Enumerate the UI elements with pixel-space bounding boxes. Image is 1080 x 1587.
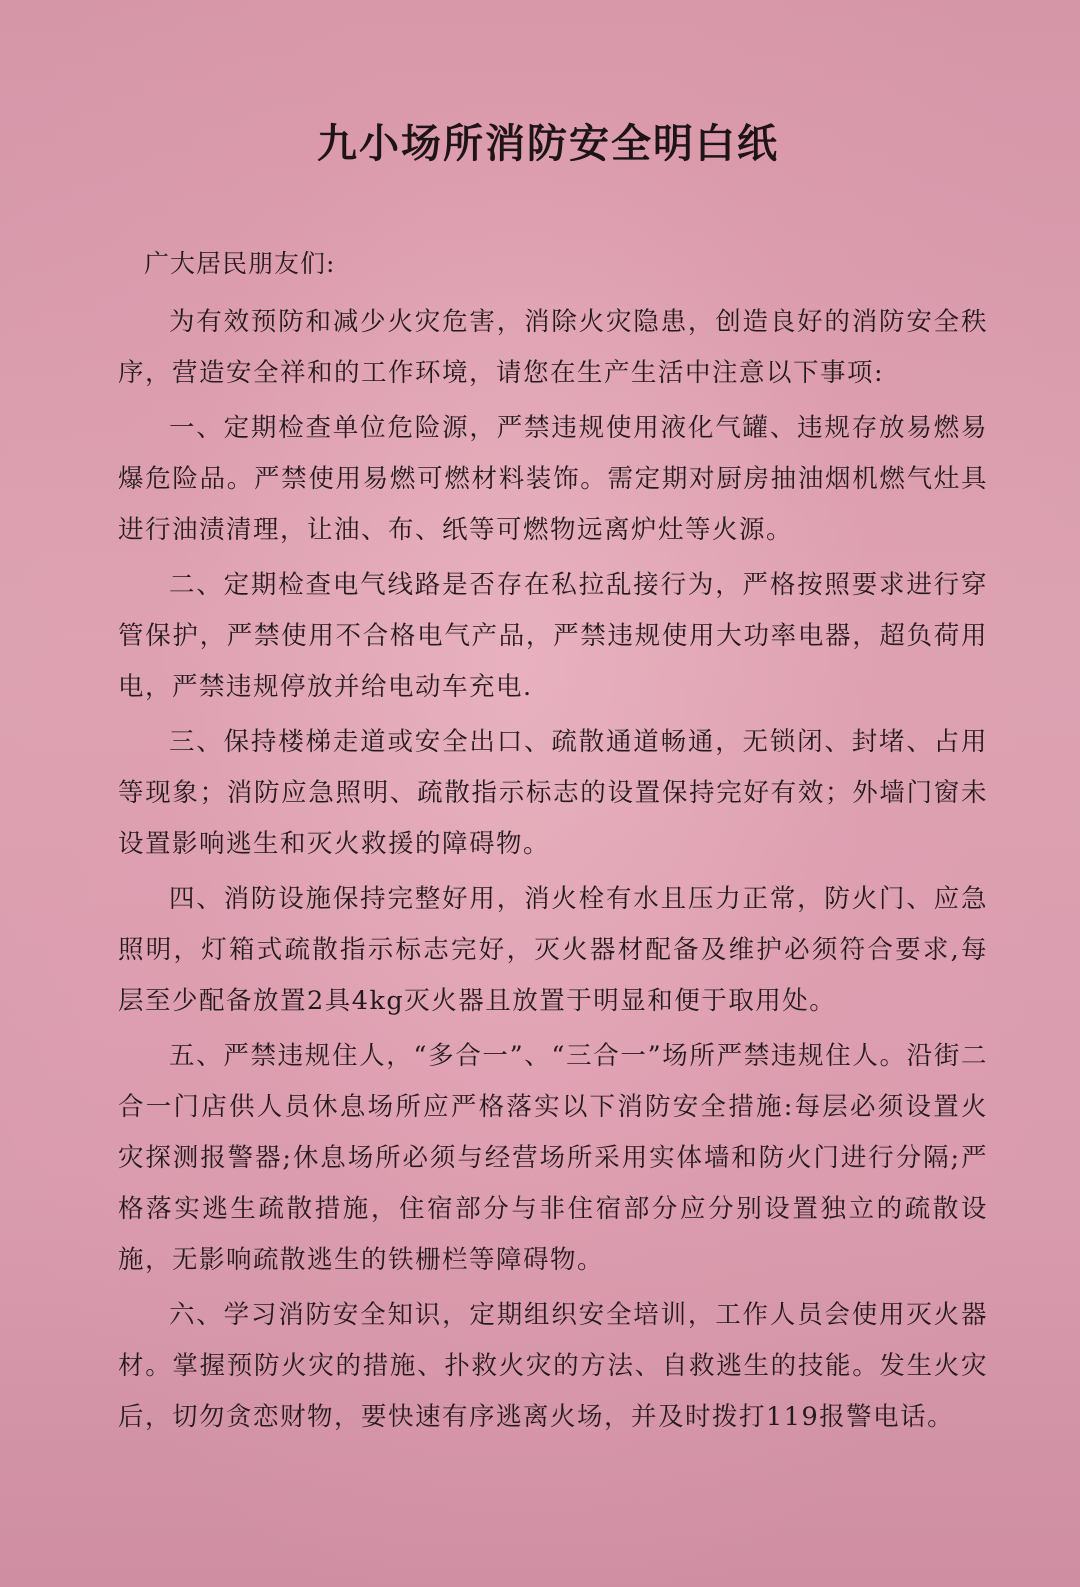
item-paragraph-2: 二、定期检查电气线路是否存在私拉乱接行为，严格按照要求进行穿管保护，严禁使用不合格电气产品，严禁违规使用大功率电器，超负荷用电，严禁违规停放并给电动车充电. [118,570,988,702]
salutation: 广大居民朋友们: [144,249,336,278]
intro-paragraph: 为有效预防和减少火灾危害，消除火灾隐患，创造良好的消防安全秩序，营造安全祥和的工作环境，请您在生产生活中注意以下事项: [118,307,988,388]
item-paragraph-3: 三、保持楼梯走道或安全出口、疏散通道畅通，无锁闭、封堵、占用等现象；消防应急照明、疏散指示标志的设置保持完好有效；外墙门窗未设置影响逃生和灭火救援的障碍物。 [118,727,988,859]
item-paragraph-5: 五、严禁违规住人，“多合一”、“三合一”场所严禁违规住人。沿街二合一门店供人员休息场所应严格落实以下消防安全措施:每层必须设置火灾探测报警器;休息场所必须与经营场所采用实体墙和防火门进行分隔;严格落实逃生疏散措施，住宿部分与非住宿部分应分别设置独立的疏散设施，无影响疏散逃生的铁栅栏等障碍物。 [118,1041,988,1275]
item-paragraph-1: 一、定期检查单位危险源，严禁违规使用液化气罐、违规存放易燃易爆危险品。严禁使用易燃可燃材料装饰。需定期对厨房抽油烟机燃气灶具进行油渍清理，让油、布、纸等可燃物远离炉灶等火源。 [118,413,988,545]
item-paragraph-6: 六、学习消防安全知识，定期组织安全培训，工作人员会使用灭火器材。掌握预防火灾的措施、扑救火灾的方法、自救逃生的技能。发生火灾后，切勿贪恋财物，要快速有序逃离火场，并及时拨打119报警电话。 [118,1300,988,1432]
document-title: 九小场所消防安全明白纸 [317,121,779,167]
item-paragraph-4: 四、消防设施保持完整好用，消火栓有水且压力正常，防火门、应急照明，灯箱式疏散指示标志完好，灭火器材配备及维护必须符合要求,每层至少配备放置2具4kg灭火器且放置于明显和便于取用处。 [118,884,988,1016]
